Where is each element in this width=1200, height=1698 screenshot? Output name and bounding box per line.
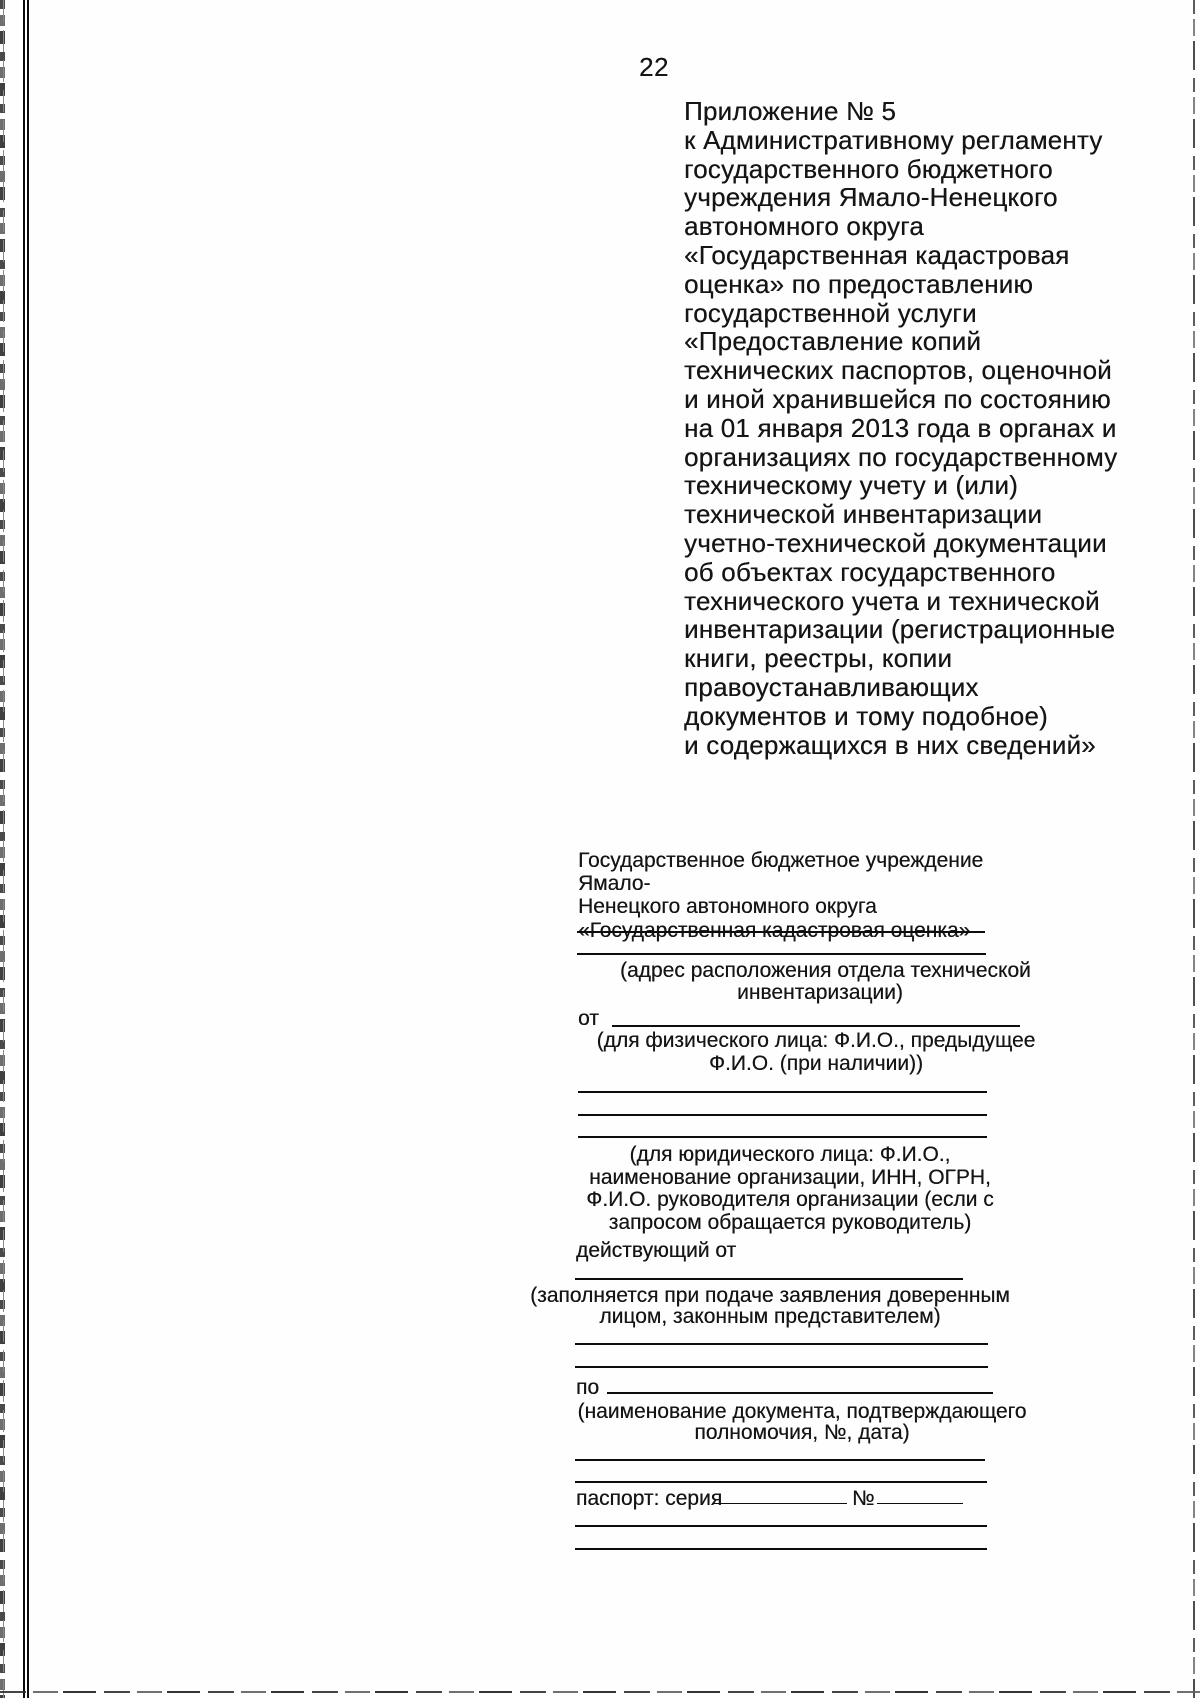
blank-line: [577, 953, 986, 955]
appendix-header-line: учреждения Ямало-Ненецкого: [684, 182, 1058, 213]
from-label: от: [578, 1007, 599, 1030]
blank-line: [575, 1548, 987, 1550]
by-label: по: [576, 1376, 600, 1399]
appendix-header-line: инвентаризации (регистрационные: [684, 614, 1116, 645]
from-field-line: [612, 1025, 1020, 1027]
blank-line: [575, 1278, 963, 1280]
appendix-header: [684, 97, 1154, 759]
scan-edge-right-artifact: [1193, 0, 1195, 1698]
appendix-header-line: технических паспортов, оценочной: [684, 355, 1112, 386]
appendix-header-line: техническому учету и (или): [684, 470, 1018, 501]
individual-caption: (для физического лица: Ф.И.О., предыдущее Ф.И.О. (при наличии)): [596, 1029, 1036, 1075]
appendix-header-line: оценка» по предоставлению: [684, 268, 1034, 299]
appendix-header-line: и содержащихся в них сведений»: [684, 729, 1096, 760]
appendix-header-line: государственного бюджетного: [684, 153, 1053, 184]
appendix-header-line: технической инвентаризации: [684, 499, 1043, 530]
blank-line: [575, 1481, 987, 1483]
appendix-header-line: документов и тому подобное): [684, 700, 1048, 731]
scan-edge-bottom-artifact: [0, 1691, 1200, 1693]
appendix-header-line: организациях по государственному: [684, 441, 1118, 472]
recipient-line: Ненецкого автономного округа: [578, 895, 877, 919]
passport-series-blank: [713, 1503, 847, 1504]
acting-from-label: действующий от: [576, 1239, 737, 1262]
page-number: 22: [639, 52, 669, 82]
document-caption: (наименование документа, подтверждающего полномочия, №, дата): [577, 1400, 1027, 1444]
recipient-line: «Государственная кадастровая оценка»: [578, 918, 971, 942]
appendix-header-line: правоустанавливающих: [684, 671, 979, 702]
passport-series-label: паспорт: серия: [576, 1487, 723, 1510]
appendix-header-line: «Предоставление копий: [684, 326, 982, 357]
appendix-header-line: Приложение № 5: [684, 96, 897, 126]
blank-line: [578, 1136, 987, 1138]
blank-line: [578, 1091, 987, 1093]
recipient-line: Государственное бюджетное учреждение Ямало-: [578, 849, 984, 896]
appendix-header-line: и иной хранившейся по состоянию: [684, 383, 1111, 414]
passport-number-blank: [877, 1503, 963, 1504]
recipient-block: [578, 849, 1058, 942]
left-border-line-outer: [23, 0, 25, 1698]
blank-line: [575, 1525, 987, 1527]
appendix-header-line: на 01 января 2013 года в органах и: [684, 412, 1117, 443]
appendix-header-line: книги, реестры, копии: [684, 643, 953, 674]
by-field-line: [607, 1392, 993, 1394]
proxy-caption: (заполняется при подаче заявления доверенным лицом, законным представителем): [530, 1284, 1010, 1328]
blank-line: [577, 931, 985, 933]
blank-line: [575, 1366, 988, 1368]
scan-edge-left-artifact-2: [3, 0, 4, 1698]
left-border-line-inner: [27, 0, 29, 1698]
appendix-header-line: к Административному регламенту: [684, 124, 1103, 155]
address-caption: (адрес расположения отдела технической инвентаризации): [620, 959, 1031, 1004]
appendix-header-line: об объектах государственного: [684, 556, 1056, 587]
appendix-header-line: государственной услуги: [684, 297, 977, 328]
legal-entity-caption: (для юридического лица: Ф.И.О., наименование организации, ИНН, ОГРН, Ф.И.О. руководителя организации (если с запросом обращается руководитель): [586, 1143, 994, 1234]
blank-line: [575, 1459, 985, 1461]
blank-line: [578, 1114, 987, 1116]
appendix-header-line: технического учета и технической: [684, 585, 1100, 616]
passport-number-sign: №: [852, 1487, 875, 1510]
blank-line: [575, 1343, 988, 1345]
appendix-header-line: «Государственная кадастровая: [684, 239, 1070, 270]
appendix-header-line: автономного округа: [684, 211, 924, 242]
appendix-header-line: учетно-технической документации: [684, 527, 1107, 558]
